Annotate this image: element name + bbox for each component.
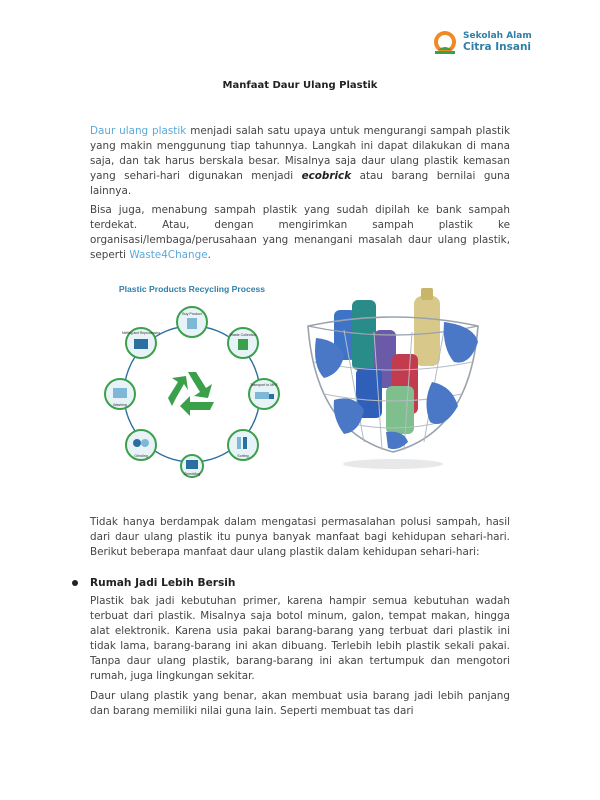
step-washing xyxy=(105,379,135,409)
recycling-process-infographic xyxy=(94,282,290,478)
daur-ulang-link[interactable]: Daur ulang plastik xyxy=(90,125,187,137)
logo-bottom-text: Citra Insani xyxy=(463,41,532,54)
step-label: Melting and Reprocessing xyxy=(121,331,161,335)
bullet-body-1: Plastik bak jadi kebutuhan primer, karena hampir semua kebutuhan wadah terbuat dari plastik. Misalnya saja botol minum, galon, tempat makan, hingga alat elektronik. Karena usia pakai barang-barang yang terbuat dari plastik ini tidak lama, barang-barang ini akan dibuang. Terlebih lebih plastik sekali pakai. Tanpa daur ulang plastik, barang-barang ini akan tertumpuk dan mengotori rumah, juga lingkungan sekitar. xyxy=(90,595,510,682)
step-sorting xyxy=(228,430,258,460)
step-label: Transport to MRF xyxy=(249,383,279,387)
step-label: Grinding xyxy=(134,454,148,458)
bullet-title: Rumah Jadi Lebih Bersih xyxy=(90,577,236,589)
intro-text-1: menjadi salah satu upaya untuk mengurangi sampah plastik yang makin menggunung tiap tahunnya. Langkah ini dapat dilakukan di mana saja, dan tak harus berskala besar. Misalnya saja daur ulang plastik kemasan yang sehari-hari digunakan menjadi xyxy=(90,125,510,182)
step-label: Sorting xyxy=(237,454,249,458)
para2-end: . xyxy=(207,249,211,261)
logo-text xyxy=(463,32,532,53)
bullet-dot-icon xyxy=(72,580,78,586)
logo-mark-icon xyxy=(432,30,458,56)
manfaat-intro-paragraph: Tidak hanya berdampak dalam mengatasi permasalahan polusi sampah, hasil dari daur ulang plastik itu punya banyak manfaat bagi kehidupan sehari-hari. Berikut beberapa manfaat daur ulang plastik dalam kehidupan sehari-hari: xyxy=(90,516,510,558)
school-logo xyxy=(432,30,532,56)
page-title: Manfaat Daur Ulang Plastik xyxy=(222,80,378,91)
ecobrick-term: ecobrick xyxy=(301,170,352,182)
infographic-title: Plastic Products Recycling Process xyxy=(118,284,266,294)
step-label: Waste Collection xyxy=(229,333,257,337)
plastic-basket-image xyxy=(294,282,492,478)
step-transport-to-mrf xyxy=(249,379,279,409)
bullet-body-2: Daur ulang plastik yang benar, akan membuat usia barang jadi lebih panjang dan barang memiliki nilai guna lain. Seperti membuat tas dari xyxy=(90,690,510,717)
para2-text: Bisa juga, menabung sampah plastik yang sudah dipilah ke bank sampah terdekat. Atau, dengan mengirimkan sampah plastik ke organisasi/lembaga/perusahaan yang menangani masalah daur ulang plastik, seperti xyxy=(90,204,510,261)
bank-sampah-paragraph xyxy=(90,203,510,263)
step-label: Shredding xyxy=(183,472,201,476)
intro-paragraph xyxy=(90,124,510,199)
logo-top-text: Sekolah Alam xyxy=(463,31,532,42)
waste4change-link[interactable]: Waste4Change xyxy=(129,249,208,261)
step-shredding xyxy=(181,455,203,477)
intro-text-2: atau barang bernilai guna lainnya. xyxy=(90,170,510,197)
step-label: Washing xyxy=(113,403,127,407)
bullet-rumah-bersih xyxy=(72,577,235,589)
step-buy-product xyxy=(177,307,207,337)
step-label: Buy Product xyxy=(182,312,202,316)
step-grinding xyxy=(126,430,156,460)
step-waste-collection xyxy=(228,328,258,358)
